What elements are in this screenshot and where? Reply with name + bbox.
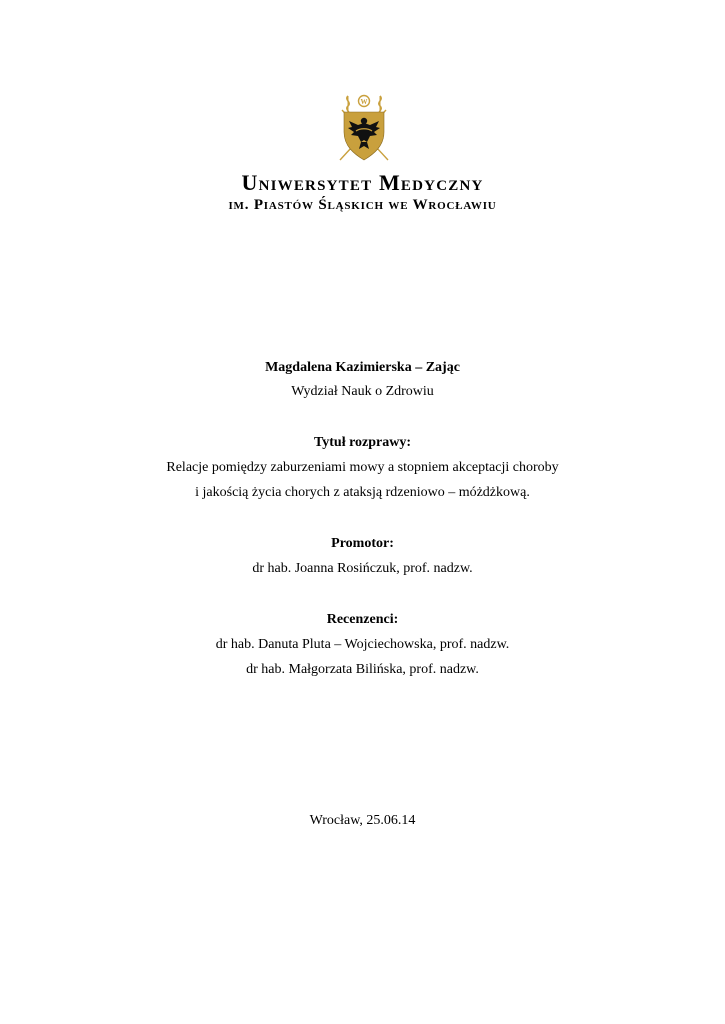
promoter-heading: Promotor: bbox=[331, 536, 394, 551]
faculty-name: Wydział Nauk o Zdrowiu bbox=[291, 384, 434, 399]
author-name: Magdalena Kazimierska – Zając bbox=[265, 360, 460, 375]
thesis-heading: Tytuł rozprawy: bbox=[313, 435, 412, 450]
thesis-title-line-1: Relacje pomiędzy zaburzeniami mowy a stopniem akceptacji choroby bbox=[166, 460, 559, 475]
reviewer-name: dr hab. Danuta Pluta – Wojciechowska, prof. nadzw. bbox=[215, 637, 510, 652]
place-and-date: Wrocław, 25.06.14 bbox=[309, 813, 416, 828]
reviewers-heading: Recenzenci: bbox=[326, 612, 399, 627]
university-subtitle: im. Piastów Śląskich we Wrocławiu bbox=[228, 197, 497, 213]
promoter-name: dr hab. Joanna Rosińczuk, prof. nadzw. bbox=[252, 561, 473, 576]
thesis-title-line-2: i jakością życia chorych z ataksją rdzeniowo – móżdżkową. bbox=[195, 485, 530, 500]
reviewer-name: dr hab. Małgorzata Bilińska, prof. nadzw. bbox=[246, 662, 479, 677]
svg-text:W: W bbox=[360, 98, 368, 106]
university-crest-logo bbox=[334, 94, 394, 164]
university-name: Uniwersytet Medyczny bbox=[241, 170, 484, 195]
